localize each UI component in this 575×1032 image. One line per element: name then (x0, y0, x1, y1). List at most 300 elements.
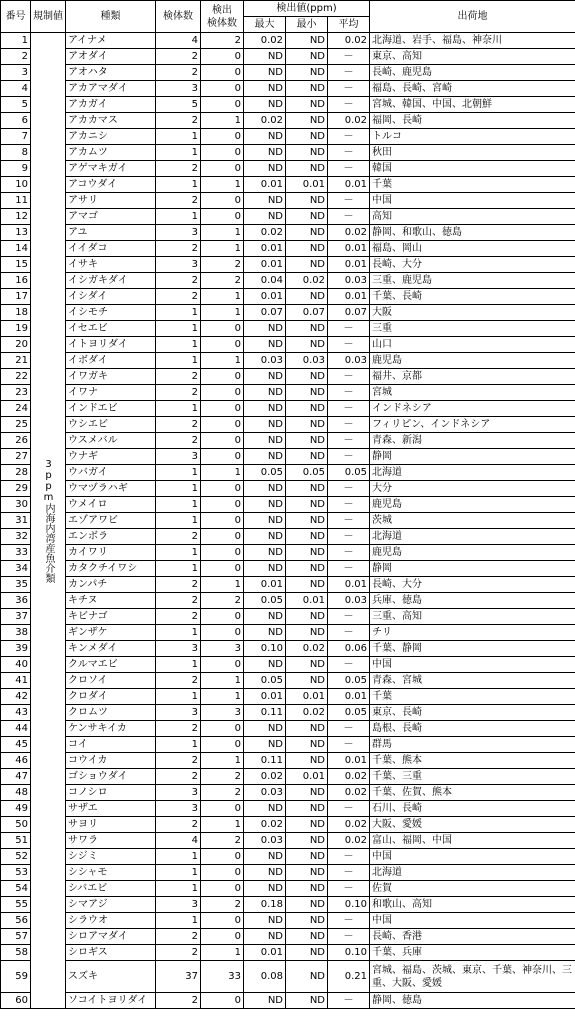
max-value: 0.01 (244, 257, 286, 273)
min-value: 0.02 (286, 641, 328, 657)
row-number: 55 (1, 897, 31, 913)
table-row (1, 449, 575, 465)
sample-count: 1 (156, 353, 201, 369)
species-name: コノシロ (66, 785, 156, 801)
sample-count: 2 (156, 673, 201, 689)
sample-count: 3 (156, 225, 201, 241)
table-row (1, 401, 575, 417)
avg-value: 0.03 (328, 593, 370, 609)
row-number: 3 (1, 65, 31, 81)
row-number: 2 (1, 49, 31, 65)
sample-count: 2 (156, 289, 201, 305)
origin-list: 石川、長崎 (370, 801, 575, 817)
min-value: ND (286, 369, 328, 385)
species-name: シシャモ (66, 865, 156, 881)
min-value: ND (286, 929, 328, 945)
table-row (1, 881, 575, 897)
origin-list: 島根、長崎 (370, 721, 575, 737)
min-value: ND (286, 609, 328, 625)
detected-count: 0 (201, 913, 244, 929)
detected-count: 2 (201, 33, 244, 49)
avg-value: 0.01 (328, 689, 370, 705)
row-number: 42 (1, 689, 31, 705)
row-number: 16 (1, 273, 31, 289)
row-number: 56 (1, 913, 31, 929)
detected-count: 0 (201, 481, 244, 497)
detected-count: 0 (201, 865, 244, 881)
row-number: 27 (1, 449, 31, 465)
max-value: ND (244, 929, 286, 945)
detected-count: 0 (201, 449, 244, 465)
species-name: シロアマダイ (66, 929, 156, 945)
max-value: 0.02 (244, 769, 286, 785)
table-row (1, 289, 575, 305)
origin-list: 静岡、和歌山、徳島 (370, 225, 575, 241)
avg-value: － (328, 369, 370, 385)
sample-count: 2 (156, 993, 201, 1009)
avg-value: － (328, 385, 370, 401)
max-value: 0.01 (244, 289, 286, 305)
detected-count: 0 (201, 321, 244, 337)
min-value: ND (286, 849, 328, 865)
avg-value: － (328, 97, 370, 113)
table-row (1, 993, 575, 1009)
species-name: クロダイ (66, 689, 156, 705)
species-name: イトヨリダイ (66, 337, 156, 353)
species-name: クロソイ (66, 673, 156, 689)
table-row (1, 769, 575, 785)
species-name: アカニシ (66, 129, 156, 145)
avg-value: － (328, 721, 370, 737)
header-species: 種類 (66, 1, 156, 33)
origin-list: 長崎、鹿児島 (370, 65, 575, 81)
species-name: アカムツ (66, 145, 156, 161)
min-value: ND (286, 657, 328, 673)
min-value: ND (286, 97, 328, 113)
species-name: エンボラ (66, 529, 156, 545)
avg-value: － (328, 913, 370, 929)
sample-count: 2 (156, 161, 201, 177)
detected-count: 1 (201, 113, 244, 129)
detected-count: 1 (201, 673, 244, 689)
min-value: ND (286, 449, 328, 465)
max-value: ND (244, 801, 286, 817)
sample-count: 3 (156, 705, 201, 721)
sample-count: 37 (156, 961, 201, 993)
origin-list: 北海道 (370, 465, 575, 481)
avg-value: 0.01 (328, 177, 370, 193)
origin-list: 兵庫、徳島 (370, 593, 575, 609)
avg-value: － (328, 417, 370, 433)
row-number: 5 (1, 97, 31, 113)
max-value: 0.02 (244, 817, 286, 833)
species-name: アコウダイ (66, 177, 156, 193)
max-value: 0.01 (244, 945, 286, 961)
species-name: アユ (66, 225, 156, 241)
table-row (1, 945, 575, 961)
origin-list: 東京、長崎 (370, 705, 575, 721)
max-value: ND (244, 849, 286, 865)
min-value: ND (286, 337, 328, 353)
avg-value: － (328, 865, 370, 881)
table-row (1, 81, 575, 97)
origin-list: 富山、福岡、中国 (370, 833, 575, 849)
species-name: アサリ (66, 193, 156, 209)
table-row (1, 961, 575, 993)
species-name: キビナゴ (66, 609, 156, 625)
max-value: 0.03 (244, 833, 286, 849)
table-row (1, 897, 575, 913)
avg-value: 0.02 (328, 817, 370, 833)
min-value: ND (286, 209, 328, 225)
origin-list: 青森、新潟 (370, 433, 575, 449)
detected-count: 0 (201, 385, 244, 401)
max-value: ND (244, 209, 286, 225)
max-value: ND (244, 145, 286, 161)
max-value: ND (244, 321, 286, 337)
sample-count: 1 (156, 561, 201, 577)
avg-value: － (328, 193, 370, 209)
row-number: 46 (1, 753, 31, 769)
row-number: 28 (1, 465, 31, 481)
table-row (1, 97, 575, 113)
min-value: ND (286, 225, 328, 241)
sample-count: 2 (156, 113, 201, 129)
row-number: 33 (1, 545, 31, 561)
sample-count: 3 (156, 641, 201, 657)
avg-value: － (328, 993, 370, 1009)
row-number: 32 (1, 529, 31, 545)
detected-count: 2 (201, 257, 244, 273)
avg-value: 0.03 (328, 353, 370, 369)
sample-count: 2 (156, 609, 201, 625)
avg-value: － (328, 209, 370, 225)
species-name: コイ (66, 737, 156, 753)
table-row (1, 737, 575, 753)
table-row (1, 577, 575, 593)
detected-count: 1 (201, 289, 244, 305)
min-value: ND (286, 417, 328, 433)
table-row (1, 801, 575, 817)
avg-value: － (328, 881, 370, 897)
origin-list: フィリピン、インドネシア (370, 417, 575, 433)
max-value: 0.18 (244, 897, 286, 913)
origin-list: 千葉 (370, 177, 575, 193)
detected-count: 1 (201, 241, 244, 257)
min-value: ND (286, 737, 328, 753)
table-row (1, 209, 575, 225)
min-value: ND (286, 961, 328, 993)
avg-value: － (328, 481, 370, 497)
species-name: クルマエビ (66, 657, 156, 673)
origin-list: 三重 (370, 321, 575, 337)
origin-list: 中国 (370, 913, 575, 929)
sample-count: 1 (156, 545, 201, 561)
max-value: 0.08 (244, 961, 286, 993)
header-origin: 出荷地 (370, 1, 575, 33)
avg-value: 0.02 (328, 33, 370, 49)
min-value: ND (286, 241, 328, 257)
sample-count: 2 (156, 529, 201, 545)
regulation-value-cell: 3ppm内海内湾産魚介類 (31, 33, 66, 1009)
min-value: ND (286, 81, 328, 97)
detected-count: 0 (201, 625, 244, 641)
sample-count: 4 (156, 33, 201, 49)
min-value: ND (286, 113, 328, 129)
max-value: ND (244, 737, 286, 753)
species-name: ゴショウダイ (66, 769, 156, 785)
table-row (1, 129, 575, 145)
header-avg: 平均 (328, 17, 370, 33)
min-value: ND (286, 161, 328, 177)
origin-list: 静岡 (370, 561, 575, 577)
origin-list: 静岡 (370, 449, 575, 465)
min-value: ND (286, 945, 328, 961)
sample-count: 2 (156, 417, 201, 433)
species-name: アカカマス (66, 113, 156, 129)
sample-count: 1 (156, 321, 201, 337)
header-detection-values: 検出値(ppm) (244, 1, 370, 17)
table-row (1, 817, 575, 833)
sample-count: 3 (156, 801, 201, 817)
origin-list: 福島、岡山 (370, 241, 575, 257)
row-number: 53 (1, 865, 31, 881)
table-row (1, 49, 575, 65)
row-number: 13 (1, 225, 31, 241)
origin-list: チリ (370, 625, 575, 641)
avg-value: － (328, 65, 370, 81)
avg-value: 0.07 (328, 305, 370, 321)
table-row (1, 673, 575, 689)
table-row (1, 241, 575, 257)
max-value: 0.01 (244, 177, 286, 193)
sample-count: 1 (156, 657, 201, 673)
table-row (1, 433, 575, 449)
avg-value: － (328, 129, 370, 145)
origin-list: 鹿児島 (370, 353, 575, 369)
detected-count: 0 (201, 993, 244, 1009)
origin-list: 千葉、佐賀、熊本 (370, 785, 575, 801)
detected-count: 0 (201, 737, 244, 753)
row-number: 30 (1, 497, 31, 513)
species-name: シジミ (66, 849, 156, 865)
row-number: 36 (1, 593, 31, 609)
row-number: 23 (1, 385, 31, 401)
avg-value: 0.02 (328, 833, 370, 849)
row-number: 4 (1, 81, 31, 97)
species-name: ウバガイ (66, 465, 156, 481)
detected-count: 0 (201, 929, 244, 945)
sample-count: 3 (156, 449, 201, 465)
table-row (1, 369, 575, 385)
species-name: ウスメバル (66, 433, 156, 449)
origin-list: 福岡、長崎 (370, 113, 575, 129)
avg-value: 0.10 (328, 945, 370, 961)
max-value: ND (244, 433, 286, 449)
origin-list: 福井、京都 (370, 369, 575, 385)
detected-count: 0 (201, 513, 244, 529)
detected-count: 1 (201, 753, 244, 769)
avg-value: 0.02 (328, 225, 370, 241)
detected-count: 0 (201, 369, 244, 385)
min-value: 0.01 (286, 177, 328, 193)
row-number: 40 (1, 657, 31, 673)
row-number: 11 (1, 193, 31, 209)
max-value: ND (244, 561, 286, 577)
species-name: イシダイ (66, 289, 156, 305)
max-value: ND (244, 417, 286, 433)
origin-list: 三重、高知 (370, 609, 575, 625)
row-number: 50 (1, 817, 31, 833)
species-name: エゾアワビ (66, 513, 156, 529)
min-value: ND (286, 513, 328, 529)
detected-count: 1 (201, 465, 244, 481)
table-row (1, 625, 575, 641)
max-value: ND (244, 721, 286, 737)
sample-count: 1 (156, 849, 201, 865)
avg-value: 0.21 (328, 961, 370, 993)
sample-count: 1 (156, 465, 201, 481)
species-name: イシモチ (66, 305, 156, 321)
species-name: サヨリ (66, 817, 156, 833)
row-number: 26 (1, 433, 31, 449)
species-name: アカアマダイ (66, 81, 156, 97)
species-name: キンメダイ (66, 641, 156, 657)
sample-count: 1 (156, 881, 201, 897)
table-row (1, 481, 575, 497)
detected-count: 0 (201, 49, 244, 65)
row-number: 59 (1, 961, 31, 993)
avg-value: － (328, 849, 370, 865)
species-name: ウメイロ (66, 497, 156, 513)
origin-list: 韓国 (370, 161, 575, 177)
species-name: コウイカ (66, 753, 156, 769)
table-row (1, 849, 575, 865)
row-number: 60 (1, 993, 31, 1009)
detected-count: 0 (201, 561, 244, 577)
species-name: アオハタ (66, 65, 156, 81)
origin-list: 大分 (370, 481, 575, 497)
origin-list: 鹿児島 (370, 497, 575, 513)
origin-list: インドネシア (370, 401, 575, 417)
detected-count: 2 (201, 785, 244, 801)
origin-list: 中国 (370, 849, 575, 865)
sample-count: 1 (156, 689, 201, 705)
sample-count: 2 (156, 817, 201, 833)
header-regulation: 規制値 (31, 1, 66, 33)
origin-list: 鹿児島 (370, 545, 575, 561)
species-name: シラウオ (66, 913, 156, 929)
min-value: ND (286, 49, 328, 65)
species-name: カンパチ (66, 577, 156, 593)
table-row (1, 753, 575, 769)
table-row (1, 609, 575, 625)
species-name: サワラ (66, 833, 156, 849)
sample-count: 2 (156, 49, 201, 65)
origin-list: 千葉、静岡 (370, 641, 575, 657)
max-value: 0.10 (244, 641, 286, 657)
min-value: ND (286, 433, 328, 449)
row-number: 15 (1, 257, 31, 273)
table-row (1, 529, 575, 545)
max-value: ND (244, 545, 286, 561)
avg-value: 0.05 (328, 465, 370, 481)
sample-count: 2 (156, 369, 201, 385)
row-number: 49 (1, 801, 31, 817)
max-value: ND (244, 193, 286, 209)
detected-count: 2 (201, 897, 244, 913)
origin-list: 東京、高知 (370, 49, 575, 65)
sample-count: 1 (156, 145, 201, 161)
species-name: シバエビ (66, 881, 156, 897)
min-value: ND (286, 497, 328, 513)
min-value: 0.01 (286, 689, 328, 705)
origin-list: トルコ (370, 129, 575, 145)
avg-value: 0.01 (328, 289, 370, 305)
max-value: 0.05 (244, 465, 286, 481)
table-row (1, 705, 575, 721)
table-row (1, 417, 575, 433)
avg-value: － (328, 401, 370, 417)
sample-count: 2 (156, 945, 201, 961)
row-number: 38 (1, 625, 31, 641)
avg-value: 0.01 (328, 257, 370, 273)
sample-count: 3 (156, 257, 201, 273)
table-row (1, 193, 575, 209)
sample-count: 1 (156, 305, 201, 321)
species-name: イワナ (66, 385, 156, 401)
sample-count: 1 (156, 337, 201, 353)
species-name: シマアジ (66, 897, 156, 913)
origin-list: 長崎、香港 (370, 929, 575, 945)
detected-count: 0 (201, 81, 244, 97)
min-value: ND (286, 65, 328, 81)
sample-count: 1 (156, 209, 201, 225)
avg-value: 0.06 (328, 641, 370, 657)
origin-list: 北海道 (370, 529, 575, 545)
avg-value: 0.02 (328, 785, 370, 801)
header-max: 最大 (244, 17, 286, 33)
species-name: カイワリ (66, 545, 156, 561)
table-row (1, 385, 575, 401)
min-value: ND (286, 577, 328, 593)
origin-list: 中国 (370, 193, 575, 209)
row-number: 10 (1, 177, 31, 193)
species-name: ソコイトヨリダイ (66, 993, 156, 1009)
row-number: 22 (1, 369, 31, 385)
avg-value: － (328, 513, 370, 529)
detected-count: 0 (201, 417, 244, 433)
min-value: ND (286, 833, 328, 849)
species-name: ウマヅラハギ (66, 481, 156, 497)
avg-value: － (328, 337, 370, 353)
avg-value: － (328, 49, 370, 65)
avg-value: － (328, 545, 370, 561)
max-value: 0.01 (244, 241, 286, 257)
detected-count: 0 (201, 545, 244, 561)
sample-count: 2 (156, 241, 201, 257)
sample-count: 1 (156, 401, 201, 417)
sample-count: 1 (156, 913, 201, 929)
max-value: 0.05 (244, 673, 286, 689)
species-name: キチヌ (66, 593, 156, 609)
row-number: 9 (1, 161, 31, 177)
avg-value: － (328, 497, 370, 513)
max-value: ND (244, 513, 286, 529)
sample-count: 2 (156, 769, 201, 785)
table-row (1, 321, 575, 337)
species-name: ウナギ (66, 449, 156, 465)
